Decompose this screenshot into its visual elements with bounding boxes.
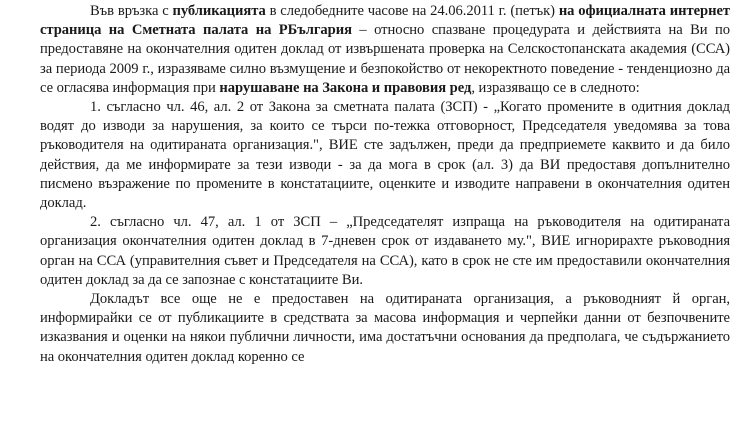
text-run: 1. съгласно чл. 46, ал. 2 от Закона за сметната палата (ЗСП) - „Когато промените в одитния доклад водят до изводи за нарушения, за които се търси по-тежка отговорност, Председателя уведомява за това ръководителя на одитираната организация.", ВИЕ сте задължен, преди да предприемете каквито и да било действия, да ме информирате за тези изводи - за да мога в срок (ал. 3) да ВИ предоставя допълнително писмено възражение по промените в констатациите, оценките и изводите направени в окончателния одитен доклад. [40,99,730,212]
text-run: Във връзка с [90,3,173,19]
paragraph-closing [40,290,730,367]
text-run: – относно спазване процедурата и действията на Ви по предоставяне на окончателния одитен доклад от извършената проверка на Селскостопанската академия (ССА) за периода 2009 г., изразяваме силно възмущение и безпокойство от некоректното поведение - тенденциозно да се огласява информация при [40,22,730,96]
text-run: , изразяващо се в следното: [471,79,640,96]
text-run: 2. съгласно чл. 47, ал. 1 от ЗСП – „Председателят изпраща на ръководителя на одитираната организация окончателния одитен доклад в 7-дневен срок от издаването му.", ВИЕ игнорирахте ръководния орган на ССА (управителния съвет и Председателя на ССА), като в срок не сте им предоставили окончателния одитен доклад за да се запознае с констатациите Ви. [40,214,730,288]
text-run: в следобедните часове на 24.06.2011 г. (петък) [265,3,559,19]
bold-text-run: на официалната интернет страница на Сметната палата на РБългария [40,3,730,39]
paragraph-intro [40,2,730,98]
bold-text-run: нарушаване на Закона и правовия ред [219,79,472,96]
paragraph-point-2 [40,213,730,290]
text-run: Докладът все още не е предоставен на одитираната организация, а ръководният й орган, информирайки се от публикациите в средствата за масова информация и черпейки данни от безпочвените изказвания и оценки на някои публични личности, има достатъчни основания да предполага, че съдържанието на окончателния одитен доклад коренно се [40,291,730,365]
paragraph-point-1 [40,98,730,213]
bold-text-run: публикацията [172,3,266,19]
